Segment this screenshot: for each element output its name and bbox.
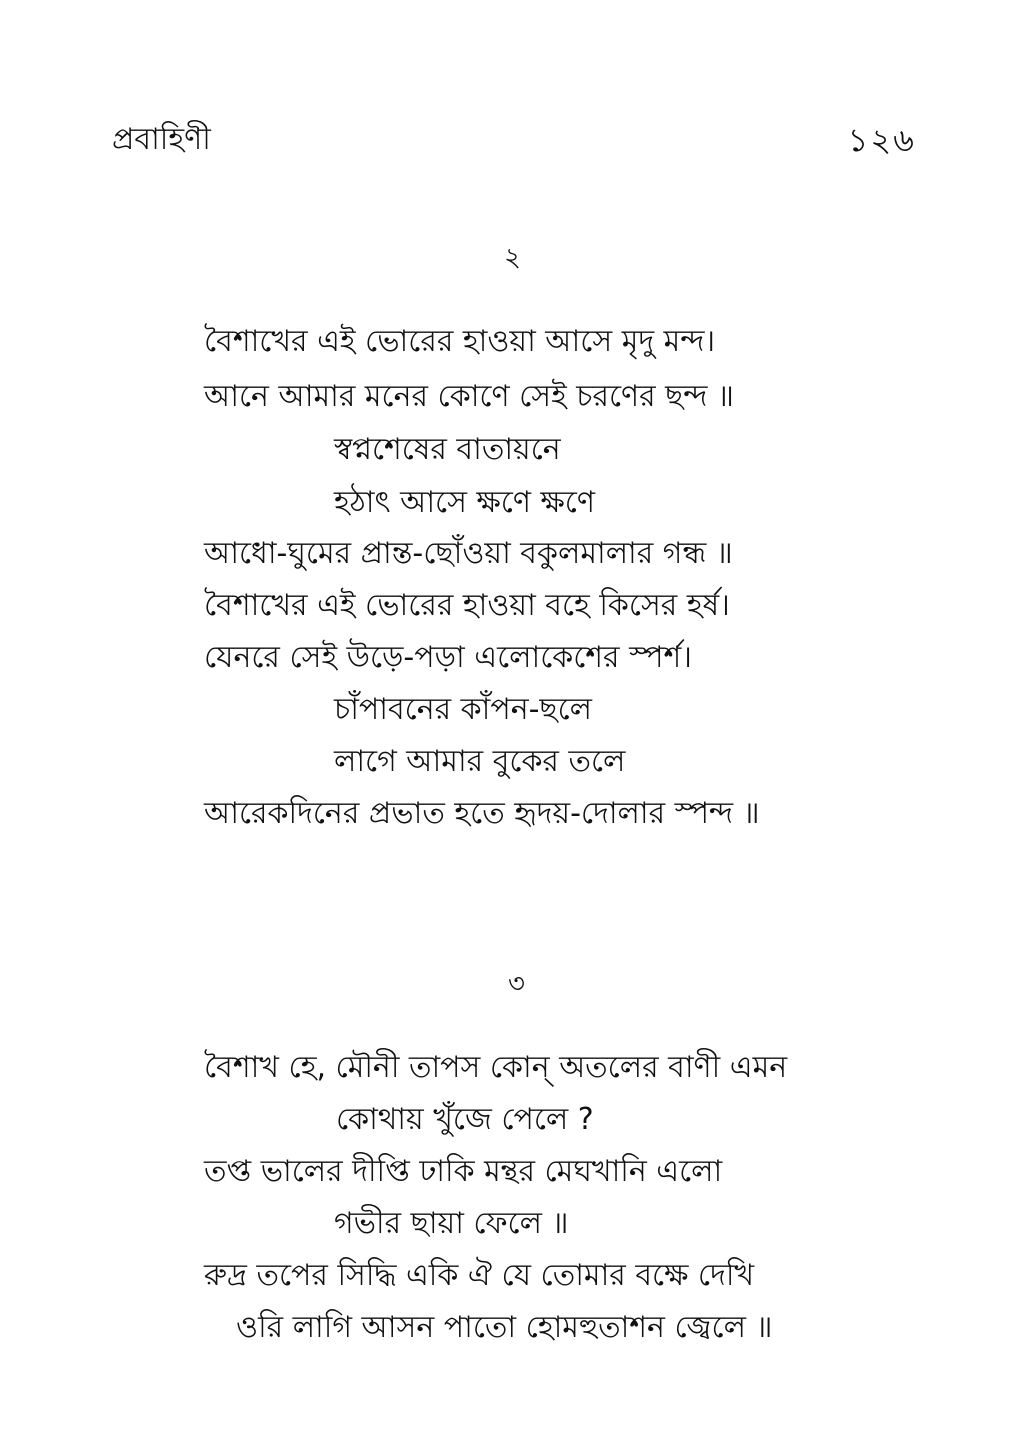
poem-line: কোথায় খুঁজে পেলে ? xyxy=(336,1102,594,1137)
poem-line: আরেকদিনের প্রভাত হতে হৃদয়-দোলার স্পন্দ ॥ xyxy=(204,796,760,831)
poem-line: তপ্ত ভালের দীপ্তি ঢাকি মন্থর মেঘখানি এলো xyxy=(204,1154,723,1189)
poem-line: স্বপ্নশেষের বাতায়নে xyxy=(334,432,561,467)
page-number: ১২৬ xyxy=(847,121,916,159)
poem-line: আধো-ঘুমের প্রান্ত-ছোঁওয়া বকুলমালার গন্ধ ॥ xyxy=(204,536,733,571)
poem-number: ৩ xyxy=(508,969,525,999)
poem-line: বৈশাখের এই ভোরের হাওয়া আসে মৃদু মন্দ। xyxy=(204,324,716,359)
poem-line: ওরি লাগি আসন পাতো হোমহুতাশন জ্বেলে ॥ xyxy=(236,1310,773,1345)
poem-line: যেনরে সেই উড়ে-পড়া এলোকেশের স্পর্শ। xyxy=(204,640,692,675)
poem-line: রুদ্র তপের সিদ্ধি একি ঐ যে তোমার বক্ষে দেখি xyxy=(204,1258,755,1293)
poem-line: চাঁপাবনের কাঁপন-ছলে xyxy=(334,692,593,727)
poem-line: গভীর ছায়া ফেলে ॥ xyxy=(334,1206,569,1241)
poem-line: আনে আমার মনের কোণে সেই চরণের ছন্দ ॥ xyxy=(204,379,734,414)
poem-number: ২ xyxy=(504,243,521,273)
poem-line: লাগে আমার বুকের তলে xyxy=(334,744,626,779)
poem-line: হঠাৎ আসে ক্ষণে ক্ষণে xyxy=(334,485,596,520)
poem-line: বৈশাখ হে, মৌনী তাপস কোন্ অতলের বাণী এমন xyxy=(204,1050,788,1085)
running-title: প্রবাহিণী xyxy=(112,122,211,157)
poem-line: বৈশাখের এই ভোরের হাওয়া বহে কিসের হর্ষ। xyxy=(204,588,730,623)
